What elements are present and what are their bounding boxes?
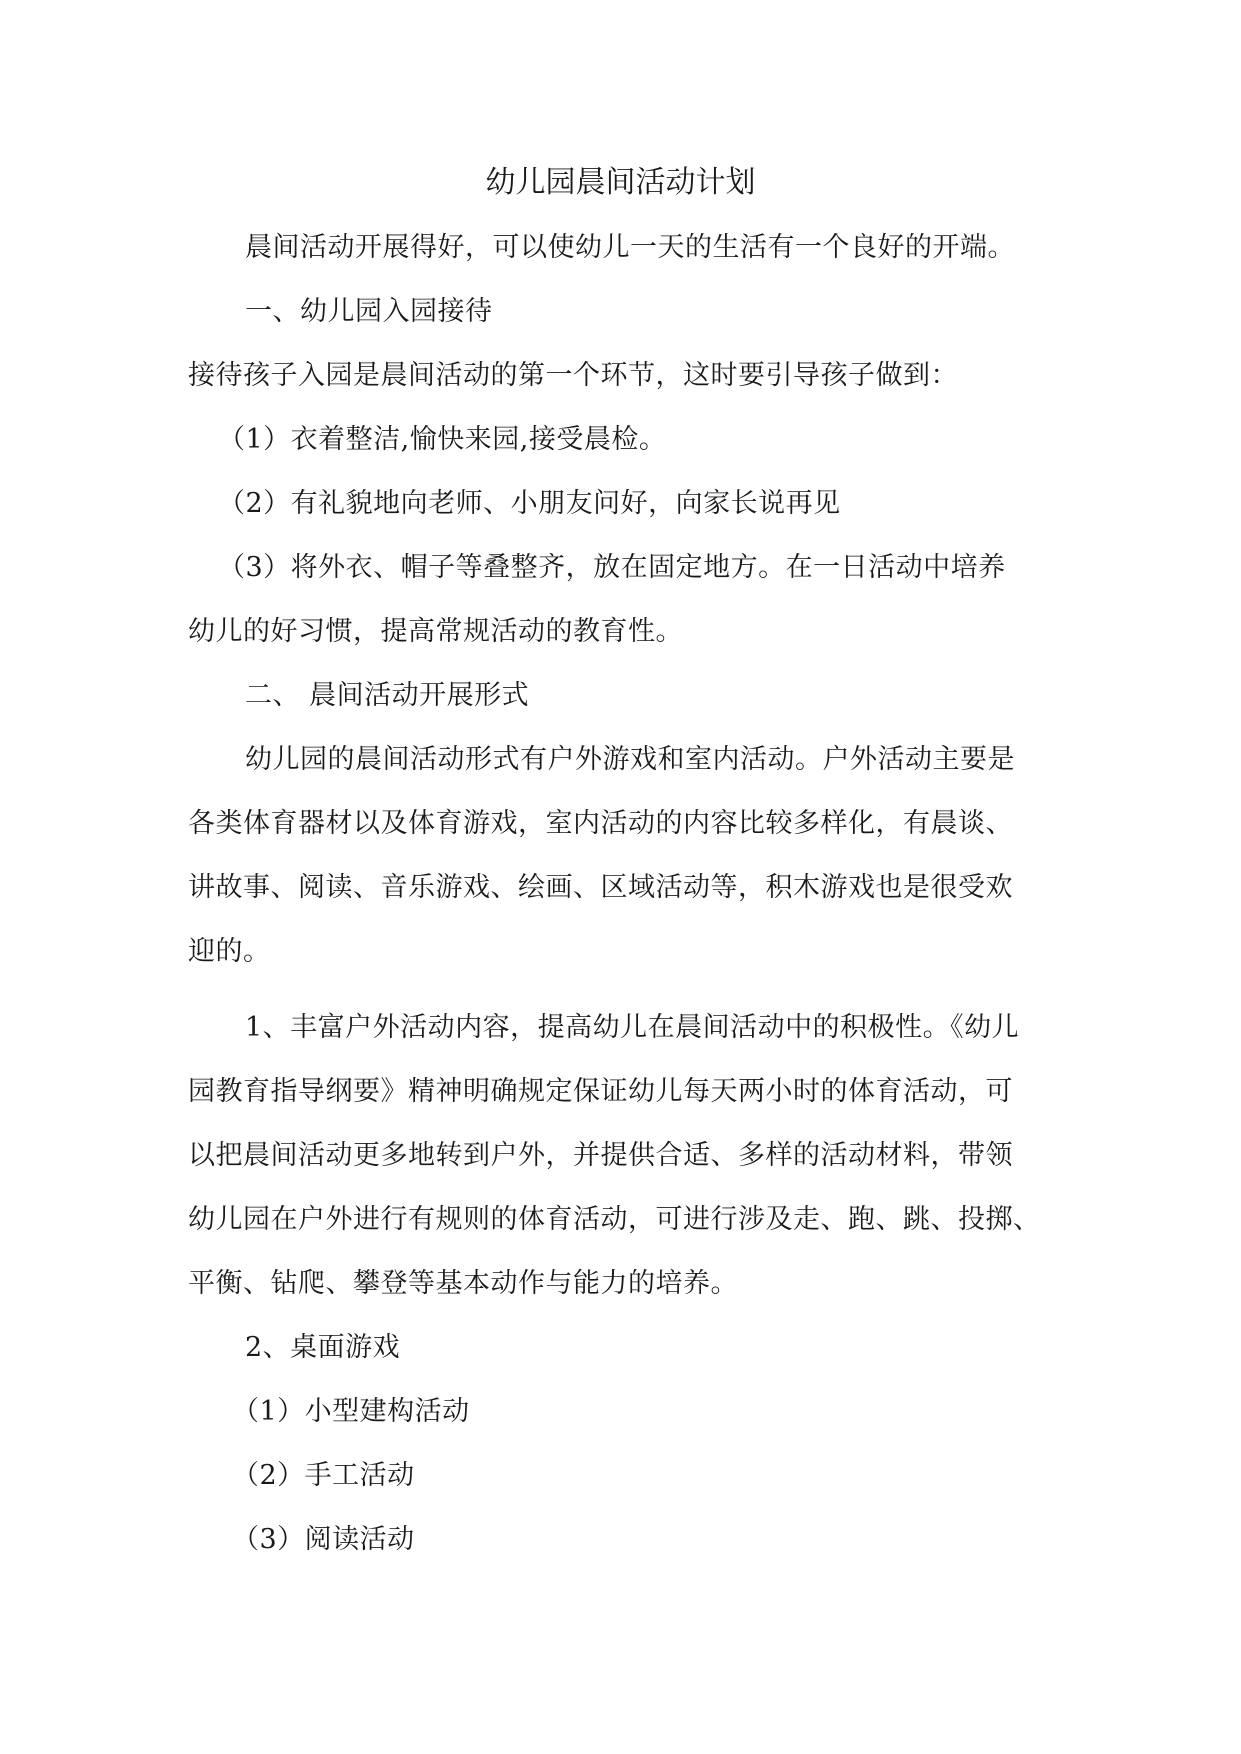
section-heading-2: 二、 晨间活动开展形式 xyxy=(245,680,530,711)
document-title: 幼儿园晨间活动计划 xyxy=(485,165,756,200)
list-item: （3）将外衣、帽子等叠整齐，放在固定地方。在一日活动中培养 xyxy=(218,552,1006,583)
section-heading-1: 一、幼儿园入园接待 xyxy=(245,296,493,327)
list-item: （1）小型建构活动 xyxy=(232,1396,470,1427)
paragraph-line: 幼儿园的晨间活动形式有户外游戏和室内活动。户外活动主要是 xyxy=(245,744,1015,775)
paragraph-line: 以把晨间活动更多地转到户外，并提供合适、多样的活动材料，带领 xyxy=(188,1140,1013,1171)
paragraph-line: 接待孩子入园是晨间活动的第一个环节，这时要引导孩子做到： xyxy=(188,360,958,391)
paragraph-line: 1、丰富户外活动内容，提高幼儿在晨间活动中的积极性。《幼儿 xyxy=(245,1012,1020,1043)
list-item: （2）手工活动 xyxy=(232,1460,415,1491)
paragraph-line: 迎的。 xyxy=(188,936,271,967)
paragraph-line: 园教育指导纲要》精神明确规定保证幼儿每天两小时的体育活动，可 xyxy=(188,1076,1013,1107)
paragraph-line: 讲故事、阅读、音乐游戏、绘画、区域活动等，积木游戏也是很受欢 xyxy=(188,872,1013,903)
intro-paragraph: 晨间活动开展得好，可以使幼儿一天的生活有一个良好的开端。 xyxy=(245,232,1015,263)
list-item: （1）衣着整洁,愉快来园,接受晨检。 xyxy=(218,424,667,455)
subsection-heading: 2、桌面游戏 xyxy=(245,1332,401,1363)
paragraph-line: 各类体育器材以及体育游戏，室内活动的内容比较多样化，有晨谈、 xyxy=(188,808,1013,839)
paragraph-line: 平衡、钻爬、攀登等基本动作与能力的培养。 xyxy=(188,1268,738,1299)
list-item: （3）阅读活动 xyxy=(232,1524,415,1555)
list-item: （2）有礼貌地向老师、小朋友问好，向家长说再见 xyxy=(218,488,841,519)
paragraph-line: 幼儿园在户外进行有规则的体育活动，可进行涉及走、跑、跳、投掷、 xyxy=(188,1204,1041,1235)
paragraph-line: 幼儿的好习惯，提高常规活动的教育性。 xyxy=(188,616,683,647)
